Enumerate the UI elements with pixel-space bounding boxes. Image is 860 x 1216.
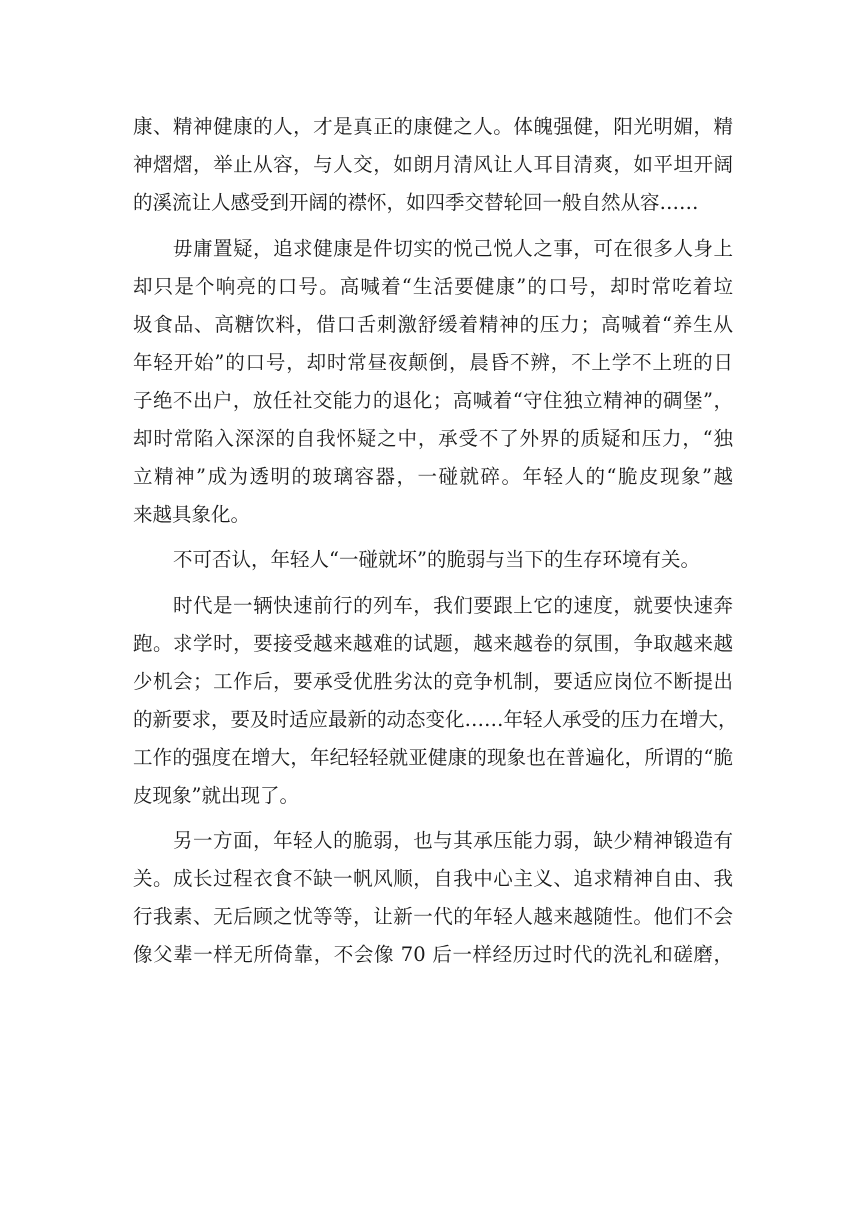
text-line: 皮现象”就出现了。 — [133, 783, 299, 807]
text-line: 另一方面，年轻人的脆弱，也与其承压能力弱，缺少精神锻造有 — [173, 829, 733, 852]
text-line: 来越具象化。 — [133, 502, 251, 526]
text-line: 工作的强度在增大，年纪轻轻就亚健康的现象也在普遍化，所谓的“脆 — [133, 745, 733, 769]
text-line: 康、精神健康的人，才是真正的康健之人。体魄强健，阳光明媚，精 — [133, 115, 733, 138]
text-line: 少机会；工作后，要承受优胜劣汰的竞争机制，要适应岗位不断提出 — [133, 669, 733, 693]
text-line: 关。成长过程衣食不缺一帆风顺，自我中心主义、追求精神自由、我 — [133, 867, 733, 890]
document-body — [133, 108, 738, 982]
text-line: 的溪流让人感受到开阔的襟怀，如四季交替轮回一般自然从容…… — [133, 191, 699, 214]
text-line: 却只是个响亮的口号。高喊着“生活要健康”的口号，却时常吃着垃 — [133, 274, 733, 298]
text-line: 却时常陷入深深的自我怀疑之中，承受不了外界的质疑和压力，“独 — [133, 426, 733, 450]
text-line: 圾食品、高糖饮料，借口舌刺激舒缓着精神的压力；高喊着“养生从 — [133, 312, 733, 336]
text-line: 时代是一辆快速前行的列车，我们要跟上它的速度，就要快速奔 — [173, 593, 733, 617]
text-line: 子绝不出户，放任社交能力的退化；高喊着“守住独立精神的碉堡”， — [133, 388, 733, 412]
text-line: 的新要求，要及时适应最新的动态变化……年轻人承受的压力在增大， — [133, 707, 738, 731]
text-line: 毋庸置疑，追求健康是件切实的悦己悦人之事，可在很多人身上 — [173, 236, 733, 260]
text-line: 年轻开始”的口号，却时常昼夜颠倒，晨昏不辨，不上学不上班的日 — [133, 350, 733, 374]
text-line: 行我素、无后顾之忧等等，让新一代的年轻人越来越随性。他们不会 — [133, 905, 733, 928]
text-line: 立精神”成为透明的玻璃容器，一碰就碎。年轻人的“脆皮现象”越 — [133, 464, 733, 488]
paragraph-1 — [133, 108, 733, 222]
text-line: 不可否认，年轻人“一碰就坏”的脆弱与当下的生存环境有关。 — [173, 548, 700, 571]
paragraph-3 — [133, 541, 733, 579]
paragraph-4 — [133, 587, 738, 815]
text-line: 神熠熠，举止从容，与人交，如朗月清风让人耳目清爽，如平坦开阔 — [133, 153, 733, 176]
text-line: 跑。求学时，要接受越来越难的试题，越来越卷的氛围，争取越来越 — [133, 631, 733, 655]
text-line: 像父辈一样无所倚靠，不会像 70 后一样经历过时代的洗礼和磋磨， — [133, 943, 733, 966]
paragraph-2 — [133, 230, 733, 534]
paragraph-5 — [133, 822, 733, 974]
